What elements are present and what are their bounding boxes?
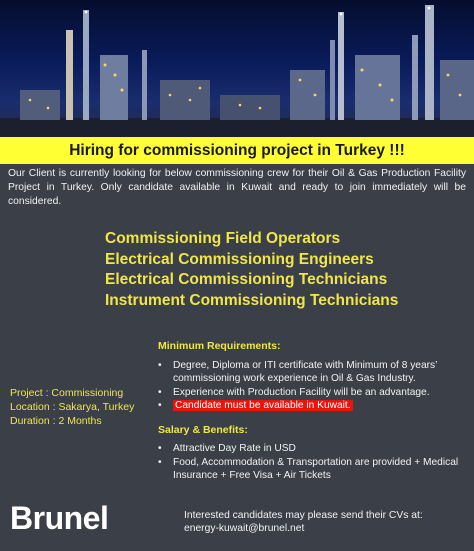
refinery-night-icon bbox=[0, 0, 474, 137]
position-item: Commissioning Field Operators bbox=[105, 230, 341, 247]
brunel-logo bbox=[10, 500, 108, 536]
requirements-list bbox=[158, 359, 468, 413]
intro-paragraph: Our Client is currently looking for below commissioning crew for their Oil & Gas Production Facility Project in Turkey. Only candidate available in Kuwait and ready to join immediately will be considered. bbox=[8, 168, 466, 207]
requirements-section bbox=[158, 340, 468, 483]
contact-text: Interested candidates may please send their CVs at: bbox=[184, 510, 423, 521]
title-bar bbox=[0, 137, 474, 164]
benefits-list bbox=[158, 442, 468, 483]
benefits-heading: Salary & Benefits: bbox=[158, 423, 248, 436]
requirement-item bbox=[158, 386, 468, 400]
position-item: Electrical Commissioning Technicians bbox=[105, 271, 388, 288]
requirements-heading: Minimum Requirements: bbox=[158, 340, 281, 352]
requirement-item bbox=[158, 359, 468, 386]
contact-email[interactable]: energy-kuwait@brunel.net bbox=[184, 523, 305, 534]
benefit-item bbox=[158, 442, 468, 456]
logo-text: Brunel bbox=[10, 500, 109, 536]
project-details bbox=[10, 386, 134, 428]
page-title: Hiring for commissioning project in Turkey !!! bbox=[69, 141, 405, 159]
requirement-highlight: Candidate must be available in Kuwait. bbox=[175, 400, 351, 411]
project-name: Project : Commissioning bbox=[10, 387, 124, 399]
position-item: Instrument Commissioning Technicians bbox=[105, 291, 399, 309]
requirement-item bbox=[158, 399, 468, 413]
contact-section bbox=[184, 509, 423, 535]
benefit-item bbox=[158, 456, 468, 483]
refinery-banner-image bbox=[0, 0, 474, 137]
project-duration: Duration : 2 Months bbox=[10, 415, 102, 427]
position-item: Electrical Commissioning Engineers bbox=[105, 250, 374, 268]
requirement-text: Degree, Diploma or ITI certificate with Minimum of 8 years’ commissioning work experience in Oil & Gas Industry. bbox=[173, 359, 438, 384]
benefit-text: Food, Accommodation & Transportation are provided + Medical Insurance + Free Visa + Air Tickets bbox=[173, 456, 459, 481]
project-location: Location : Sakarya, Turkey bbox=[10, 401, 135, 413]
benefit-text: Attractive Day Rate in USD bbox=[173, 443, 296, 454]
positions-list bbox=[105, 229, 398, 311]
requirement-text: Experience with Production Facility will be an advantage. bbox=[173, 386, 430, 398]
